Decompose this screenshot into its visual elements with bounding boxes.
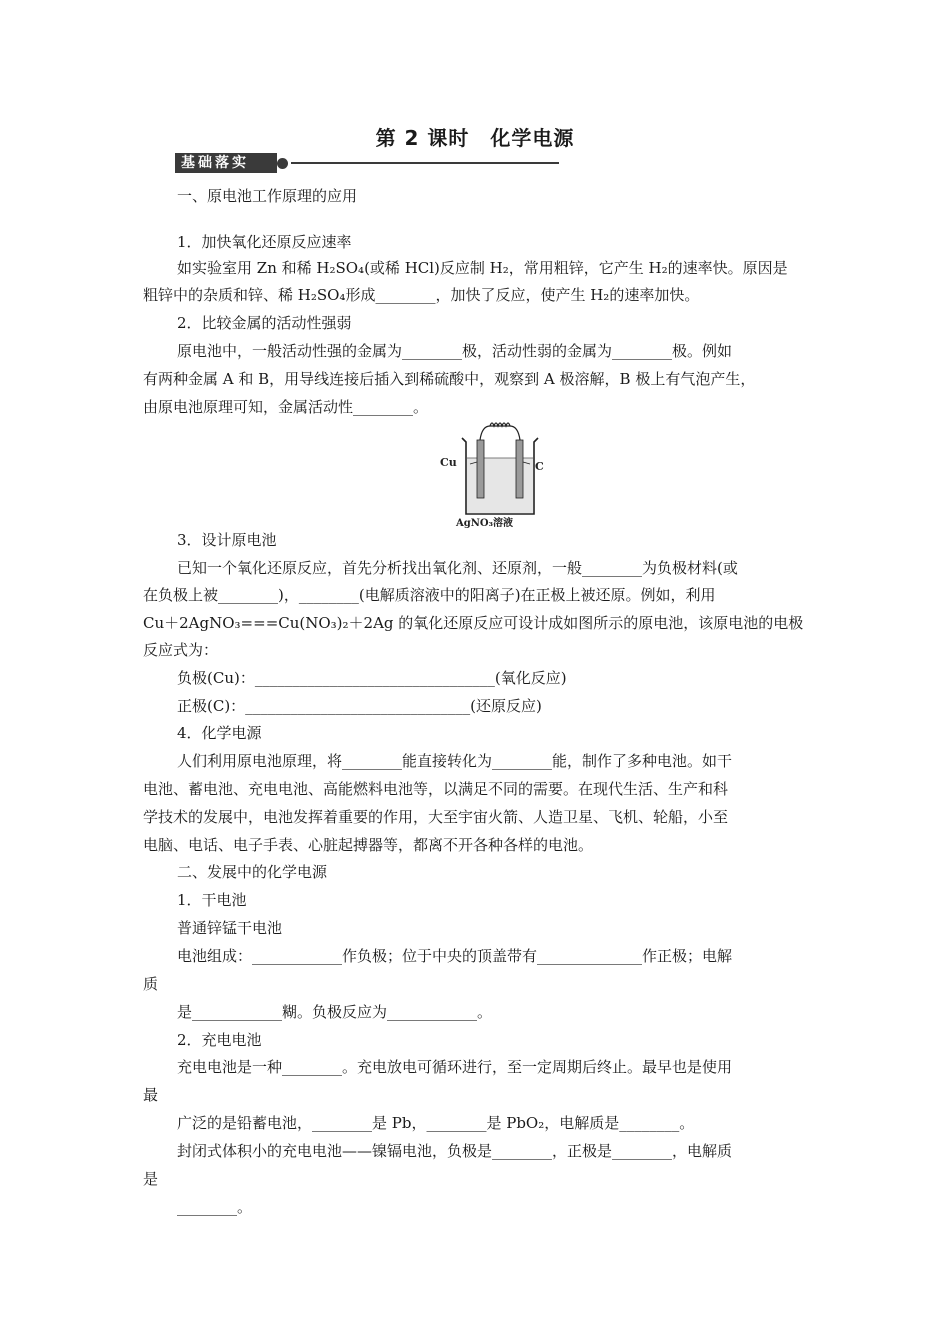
subheading-2: 2．比较金属的活动性强弱	[177, 314, 352, 332]
text-line: 在负极上被________)，________(电解质溶液中的阳离子)在正极上被还原。例如，利用	[143, 586, 716, 604]
text-line: 人们利用原电池原理，将________能直接转化为________能，制作了多种电池。如干	[177, 752, 733, 770]
solution-label: AgNO₃溶液	[456, 518, 513, 528]
subheading-5: 1．干电池	[177, 891, 247, 909]
positive-electrode-line: 正极(C)：______________________________(还原反应)	[177, 697, 542, 715]
text-line: 广泛的是铅蓄电池，________是 Pb，________是 PbO₂，电解质是________。	[177, 1114, 695, 1132]
text-line: 粗锌中的杂质和锌、稀 H₂SO₄形成________，加快了反应，使产生 H₂的速率加快。	[143, 286, 700, 304]
subheading-4: 4．化学电源	[177, 724, 262, 742]
text-line: 有两种金属 A 和 B，用导线连接后插入到稀硫酸中，观察到 A 极溶解，B 极上有气泡产生，	[143, 370, 756, 388]
text-line: 充电电池是一种________。充电放电可循环进行，至一定周期后终止。最早也是使用	[177, 1058, 733, 1076]
text-line: Cu＋2AgNO₃===Cu(NO₃)₂＋2Ag 的氧化还原反应可设计成如图所示的原电池，该原电池的电极	[143, 614, 804, 632]
page-title: 第 2 课时 化学电源	[375, 126, 575, 150]
subheading-1: 1．加快氧化还原反应速率	[177, 233, 352, 251]
galvanic-cell-diagram	[440, 418, 560, 528]
banner-label: 基础落实	[175, 153, 277, 173]
subheading-3: 3．设计原电池	[177, 531, 277, 549]
text-line: 反应式为：	[143, 641, 219, 659]
text-line: 质	[143, 975, 159, 993]
text-line: 原电池中，一般活动性强的金属为________极，活动性弱的金属为________极。例如	[177, 342, 733, 360]
subheading-6: 2．充电电池	[177, 1031, 262, 1049]
banner-dot	[277, 158, 288, 169]
section-heading-2: 二、发展中的化学电源	[177, 863, 328, 881]
text-line: 由原电池原理可知，金属活动性________。	[143, 398, 429, 416]
text-line: 是____________糊。负极反应为____________。	[177, 1003, 493, 1021]
text-line: 电脑、电话、电子手表、心脏起搏器等，都离不开各种各样的电池。	[143, 836, 594, 854]
text-line: 已知一个氧化还原反应，首先分析找出氧化剂、还原剂，一般________为负极材料(或	[177, 559, 738, 577]
section-heading-1: 一、原电池工作原理的应用	[177, 187, 358, 205]
text-line: 最	[143, 1086, 159, 1104]
text-line: 普通锌锰干电池	[177, 919, 283, 937]
text-line: 封闭式体积小的充电电池——镍镉电池，负极是________，正极是________，电解质	[177, 1142, 733, 1160]
electrode-label-c: C	[535, 460, 544, 473]
electrode-label-cu: Cu	[440, 456, 457, 469]
text-line: 学技术的发展中，电池发挥着重要的作用，大至宇宙火箭、人造卫星、飞机、轮船，小至	[143, 808, 729, 826]
text-line: 是	[143, 1170, 159, 1188]
text-line: ________。	[177, 1198, 253, 1216]
text-line: 如实验室用 Zn 和稀 H₂SO₄(或稀 HCl)反应制 H₂，常用粗锌，它产生 H₂的速率快。原因是	[177, 259, 788, 277]
text-line: 电池、蓄电池、充电电池、高能燃料电池等，以满足不同的需要。在现代生活、生产和科	[143, 780, 729, 798]
banner-rule	[291, 162, 559, 164]
section-banner	[175, 153, 560, 175]
negative-electrode-line: 负极(Cu)：________________________________(氧化反应)	[177, 669, 567, 687]
text-line: 电池组成：____________作负极；位于中央的顶盖带有______________作正极；电解	[177, 947, 733, 965]
